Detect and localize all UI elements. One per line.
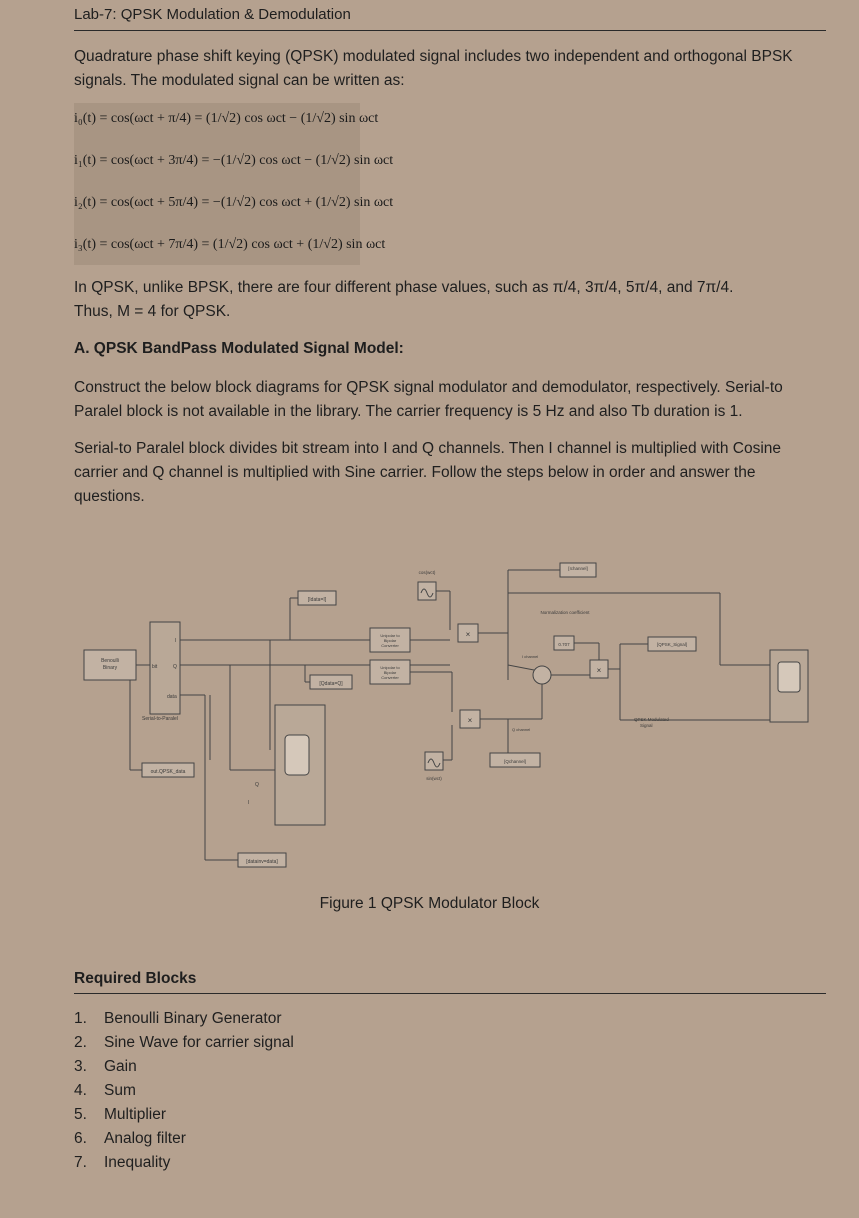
qpsk-signal-tag-label: [QPSK_Signal] (656, 642, 688, 647)
list-item: 6. Analog filter (74, 1130, 186, 1147)
multiplier-i-symbol: × (465, 630, 471, 639)
bernoulli-label-2: Binary (102, 665, 118, 671)
equation-i2: i₂(t) = cos(ωct + 5π/4) = −(1/√2) cos ωct + (1/√2) sin ωct (74, 195, 394, 210)
s2p-port-bit: bit (152, 664, 158, 670)
unipolar-i-label-1: Unipolar to (380, 633, 400, 638)
unipolar-i-label-3: Converter (381, 643, 399, 648)
list-item: 1. Benoulli Binary Generator (74, 1010, 282, 1027)
list-item: 2. Sine Wave for carrier signal (74, 1034, 294, 1051)
q-channel-label: Q channel (512, 727, 531, 732)
scope-port-q: Q (255, 782, 259, 788)
unipolar-q-label-1: Unipolar to (380, 665, 400, 670)
ichannel-tag-label: [Ichannel] (568, 566, 588, 571)
multiplier-out-symbol: × (596, 666, 602, 675)
required-rule (74, 993, 826, 994)
section-a-paragraph-1: Construct the below block diagrams for QPSK signal modulator and demodulator, respectively. Serial-to Paralel block is not available in the library. The carrier frequency is 5 Hz and also Tb duration is 1. (74, 379, 783, 420)
unipolar-q-label-2: Bipolar (383, 670, 397, 675)
phase-line-2: Thus, M = 4 for QPSK. (74, 303, 231, 320)
required-blocks-list (74, 1007, 294, 1175)
gain-value: 0.707 (558, 642, 570, 647)
required-blocks-heading: Required Blocks (74, 970, 197, 987)
header-rule (74, 30, 826, 31)
multiplier-q-symbol: × (467, 716, 473, 725)
sin-source (425, 752, 443, 770)
list-item: 4. Sum (74, 1082, 136, 1099)
s2p-port-i: I (175, 638, 177, 644)
list-item: 5. Multiplier (74, 1106, 167, 1123)
s2p-label: Serial-to-Paralel (142, 716, 178, 722)
intro-paragraph: Quadrature phase shift keying (QPSK) modulated signal includes two independent and orthogonal BPSK signals. The modulated signal can be written as: (74, 48, 793, 89)
list-item: 7. Inequality (74, 1154, 171, 1171)
equation-i0: i₀(t) = cos(ωct + π/4) = (1/√2) cos ωct − (1/√2) sin ωct (74, 111, 379, 126)
unipolar-q-label-3: Converter (381, 675, 399, 680)
cos-label: cos(wct) (418, 570, 436, 575)
qdata-tag-label: [Qdata=Q] (319, 681, 343, 687)
qpsk-modulated-label-2: Signal (640, 723, 653, 728)
page-header-title: Lab-7: QPSK Modulation & Demodulation (74, 6, 351, 23)
figure-caption: Figure 1 QPSK Modulator Block (319, 895, 540, 912)
idata-tag-label: [Idata=I] (307, 597, 327, 603)
datainv-tag-label: [datainv=data] (246, 859, 278, 865)
bernoulli-label-1: Benoulli (101, 658, 119, 664)
phase-paragraph (74, 276, 826, 324)
list-item: 3. Gain (74, 1058, 137, 1075)
equation-i3: i₃(t) = cos(ωct + 7π/4) = (1/√2) cos ωct + (1/√2) sin ωct (74, 237, 386, 252)
normalization-label: Normalization coefficient (540, 610, 590, 615)
qpsk-modulated-label-1: QPSK Modulated (634, 717, 669, 722)
cos-source (418, 582, 436, 600)
scope-port-i: I (248, 800, 250, 806)
equation-i1: i₁(t) = cos(ωct + 3π/4) = −(1/√2) cos ωct − (1/√2) sin ωct (74, 153, 394, 168)
equation-block (74, 103, 394, 265)
sin-label: sin(wct) (426, 776, 442, 781)
qchannel-tag-label: [Qchannel] (504, 759, 526, 764)
s2p-port-data: data (167, 694, 177, 700)
out-block-label: out.QPSK_data (150, 769, 186, 775)
sum-block (533, 666, 551, 684)
qpsk-modulator-diagram (80, 560, 840, 880)
s2p-port-q: Q (173, 664, 177, 670)
phase-line-1: In QPSK, unlike BPSK, there are four different phase values, such as π/4, 3π/4, 5π/4, and 7π/4. (74, 279, 734, 296)
unipolar-i-label-2: Bipolar (383, 638, 397, 643)
section-a-paragraph-2: Serial-to Paralel block divides bit stream into I and Q channels. Then I channel is multiplied with Cosine carrier and Q channel is multiplied with Sine carrier. Follow the steps below in order and answer the questions. (74, 440, 782, 505)
i-channel-label: I channel (522, 654, 539, 659)
section-a-heading: A. QPSK BandPass Modulated Signal Model: (74, 340, 404, 357)
